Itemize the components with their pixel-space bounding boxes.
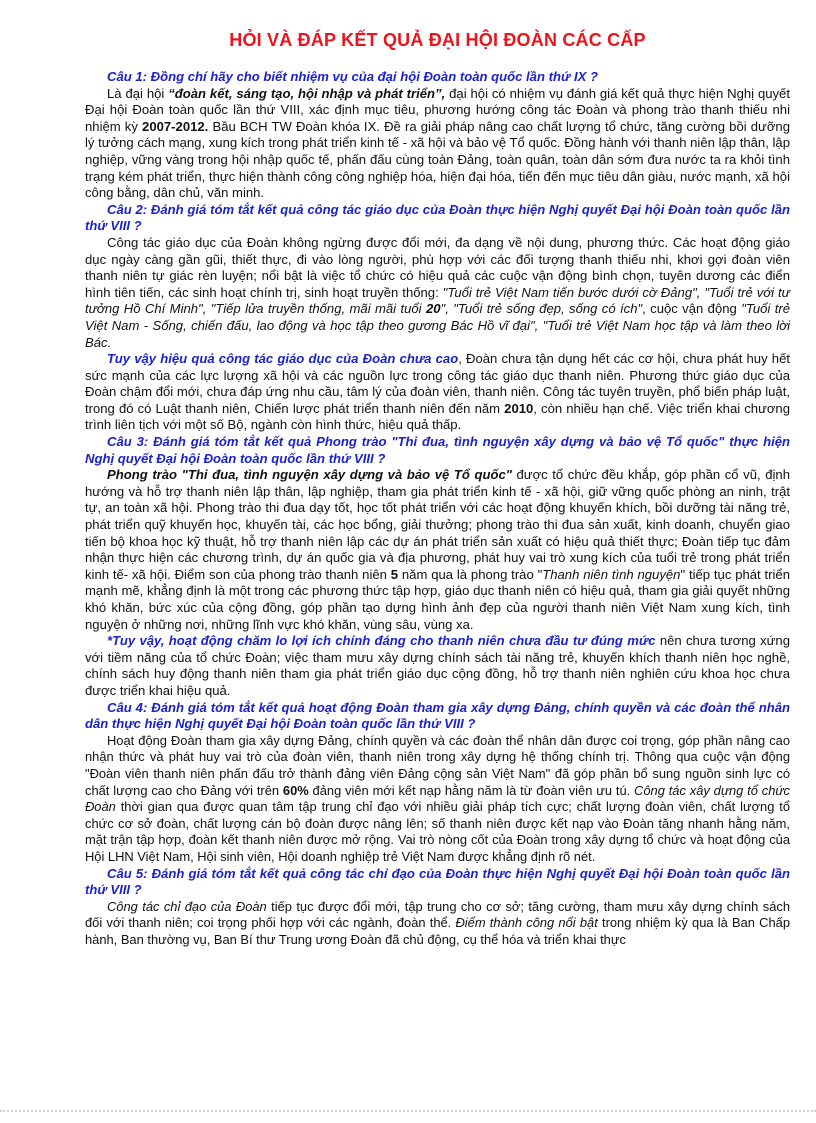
answer-4-org-building: Công tác xây dựng tổ chức Đoàn [85, 782, 790, 815]
question-2: Câu 2: Đánh giá tóm tắt kết quả công tác giáo dục của Đoàn thực hiện Nghị quyết Đại hội Đoàn toàn quốc lần thứ VIII ? [85, 201, 790, 234]
question-3: Câu 3: Đánh giá tóm tắt kết quả Phong trào "Thi đua, tình nguyện xây dựng và bảo vệ Tổ quốc" thực hiện Nghị quyết Đại hội Đoàn toàn quốc lần thứ VIII ? [85, 434, 790, 466]
document-title: HỎI VÀ ĐÁP KẾT QUẢ ĐẠI HỘI ĐOÀN CÁC CẤP [229, 30, 646, 50]
answer-1-motto: “đoàn kết, sáng tạo, hội nhập và phát triển”, [168, 85, 446, 101]
answer-3-volunteer: Thanh niên tình nguyện [542, 566, 681, 582]
answer-5 [85, 899, 790, 949]
question-5: Câu 5: Đánh giá tóm tắt kết quả công tác chỉ đạo của Đoàn thực hiện Nghị quyết Đại hội Đoàn toàn quốc lần thứ VIII ? [85, 865, 790, 898]
answer-2-paragraph-2 [85, 351, 790, 434]
answer-4-text: Hoạt động Đoàn tham gia xây dựng Đảng, chính quyền và các đoàn thể nhân dân được coi trọng, góp phần nâng cao nhận thức và phát huy vai trò của đoàn viên, thanh niên trong xây dựng hệ thống chính trị. Thông qua cuộc vận động "Đoàn viên thanh niên phấn đấu trở thành đảng viên Đảng cộng sản Việt Nam" đã góp phần bổ sung nguồn sinh lực có chất lượng cao cho Đảng với trên [85, 732, 790, 798]
answer-2-campaigns-3: "Tuổi trẻ Việt Nam - Sống, chiến đấu, lao động và học tập theo gương Bác Hồ vĩ đại", "Tuổi trẻ Việt Nam học tập và làm theo lời Bác. [85, 301, 790, 350]
answer-2-limitation-end: , còn nhiều hạn chế. Việc triển khai chương trình liên tịch với một số Bộ, ngành còn hình thức, hiệu quả thấp. [85, 400, 790, 433]
answer-3-limitation-text: nên chưa tương xứng với tiềm năng của tổ chức Đoàn; việc tham mưu xây dựng chính sách tài năng trẻ, khuyến khích thanh niên học nghề, chính sách huy động thanh niên tham gia phát triển giáo dục cộng đồng, hỗ trợ thanh niên nghiên cứu khoa học chưa được triển khai hiệu quả. [85, 633, 790, 698]
answer-1-term: 2007-2012. [142, 118, 209, 134]
answer-1 [85, 86, 790, 202]
answer-2-campaigns: "Tuổi trẻ Việt Nam tiến bước dưới cờ Đảng", "Tuổi trẻ với tư tưởng Hồ Chí Minh", "Tiếp lửa truyền thống, mãi mãi tuổi [85, 284, 790, 317]
answer-2-limitation-lead: Tuy vậy hiệu quả công tác giáo dục của Đoàn chưa cao [107, 351, 459, 367]
answer-2-year: 2010 [504, 400, 534, 416]
answer-4-percent: 60% [282, 782, 309, 798]
page-bottom-dotted-border [0, 1110, 816, 1112]
answer-3-limitation-lead: *Tuy vậy, hoạt động chăm lo lợi ích chính đáng cho thanh niên chưa đầu tư đúng mức [107, 633, 656, 649]
answer-3-text: được tổ chức đều khắp, góp phần cổ vũ, định hướng và hỗ trợ thanh niên lập thân, lập nghiệp, tham gia phát triển kinh tế - xã hội, giữ vững quốc phòng an ninh, trật tự, an toàn xã hội. Phong trào thi đua dạy tốt, học tốt phát triển với các hoạt động khuyến khích, bồi dưỡng tài năng trẻ, phát triển quỹ khuyến học, khuyến tài, các học bổng, giải thưởng; phong trào thi đua sản xuất, kinh doanh, chuyển giao tiến bộ khoa học kỹ thuật, hỗ trợ thanh niên lập các dự án phát triển sản xuất có hiệu quả thiết thực; Đoàn tiếp tục đảm nhận thực hiện các chương trình, dự án quốc gia và địa phương, phát huy vai trò xung kích của tuổi trẻ trong phát triển kinh tế- xã hội. Điểm son của phong trào thanh niên [85, 467, 790, 582]
answer-5-text-2: trong nhiệm kỳ qua là Ban Chấp hành, Ban thường vụ, Ban Bí thư Trung ương Đoàn đã chủ động, cụ thể hóa và triển khai thực [85, 915, 790, 947]
answer-3-paragraph-1 [85, 467, 790, 633]
answer-5-highlight: Điểm thành công nổi bật [455, 915, 598, 931]
answer-2-text: Công tác giáo dục của Đoàn không ngừng được đổi mới, đa dạng về nội dung, phương thức. Các hoạt động giáo dục ngày càng gần gũi, thiết thực, đi vào lòng người, phù hợp với các đối tượng thanh thiếu nhi, khơi gợi đoàn viên thanh niên tự giác rèn luyện; nổi bật là việc tổ chức có hiệu quả các cuộc vận động bình chọn, tuyên dương các điển hình tiên tiến, các sinh hoạt chính trị, sinh hoạt truyền thống: [85, 234, 790, 300]
question-4: Câu 4: Đánh giá tóm tắt kết quả hoạt động Đoàn tham gia xây dựng Đảng, chính quyền và các đoàn thể nhân dân thực hiện Nghị quyết Đại hội Đoàn toàn quốc lần thứ VIII ? [85, 699, 790, 732]
answer-2-limitation-text: , Đoàn chưa tận dụng hết các cơ hội, chưa phát huy hết sức mạnh của các lực lượng xã hội và các nguồn lực trong công tác giáo dục thanh niên. Phương thức giáo dục của Đoàn chậm đổi mới, chưa đáp ứng nhu cầu, tâm lý của đoàn viên, thanh niên. Công tác tuyên truyền, phổ biến pháp luật, trong đó có Luật thanh niên, Chiến lược phát triển thanh niên đến năm [85, 351, 790, 416]
answer-1-text-post: Bầu BCH TW Đoàn khóa IX. Đề ra giải pháp nâng cao chất lượng tổ chức, tăng cường bồi dưỡng lý tưởng cách mạng, xung kích trong phát triển kinh tế - xã hội và bảo vệ Tổ quốc. Đồng hành với thanh niên lập thân, lập nghiệp, vững vàng trong hội nhập quốc tế, phấn đấu cùng toàn Đảng, toàn quân, toàn dân sớm đưa nước ta ra khỏi tình trạng kém phát triển, thực hiện thành công công nghiệp hóa, hiện đại hóa, tiến đến mục tiêu dân giàu, nước mạnh, xã hội công bằng, dân chủ, văn minh. [85, 118, 790, 201]
answer-5-direction: Công tác chỉ đạo của Đoàn [107, 898, 267, 914]
answer-4-text-3: thời gian qua được quan tâm tập trung chỉ đạo với nhiều giải pháp tích cực; chất lượng đoàn viên, chất lượng tổ chức cơ sở đoàn, chất lượng cán bộ đoàn được nâng lên; số thanh niên được kết nạp vào Đoàn tăng nhanh hằng năm, mặt trận tập hợp, đoàn kết thanh niên được mở rộng. Vai trò nòng cốt của Đoàn trong xây dựng tổ chức và hoạt động của Hội LHN Việt Nam, Hội sinh viên, Hội doanh nghiệp trẻ Việt Nam được khẳng định rõ nét. [85, 799, 790, 864]
answer-3-text-2: năm qua là phong trào " [398, 566, 543, 582]
answer-2-campaigns-2: ", "Tuổi trẻ sống đẹp, sống có ích" [440, 301, 643, 317]
answer-2-paragraph-1 [85, 235, 790, 351]
question-1: Câu 1: Đồng chí hãy cho biết nhiệm vụ của đại hội Đoàn toàn quốc lần thứ IX ? [107, 69, 598, 84]
answer-4 [85, 733, 790, 866]
document-page [85, 30, 790, 948]
answer-1-text: Là đại hội [107, 85, 169, 101]
answer-3-text-3: " tiếp tục phát triển mạnh mẽ, khẳng định là một trong các phương thức tập hợp, giáo dục thanh niên có hiệu quả, tham gia giải quyết những khó khăn, bức xúc của cộng đồng, góp phần tạo dựng hình ảnh đẹp của người thanh niên Việt Nam xung kích, tình nguyện ở những nơi, những lĩnh vực khó khăn, vùng sâu, vùng xa. [85, 566, 790, 632]
answer-5-text: tiếp tục được đổi mới, tập trung cho cơ sở; tăng cường, tham mưu xây dựng chính sách đối với thanh niên; coi trọng phối hợp với các ngành, đoàn thể. [85, 898, 790, 931]
answer-3-paragraph-2 [85, 633, 790, 699]
answer-2-number-20: 20 [425, 301, 441, 317]
answer-1-text-mid: đại hội có nhiệm vụ đánh giá kết quả thực hiện Nghị quyết Đại hội Đoàn toàn quốc lần thứ VIII, xác định mục tiêu, phương hướng công tác Đoàn và phong trào thanh thiếu nhi nhiệm kỳ [85, 85, 790, 134]
answer-3-movement-name: Phong trào "Thi đua, tình nguyện xây dựng và bảo vệ Tổ quốc" [107, 467, 512, 483]
answer-2-text-mid: , cuộc vận động [642, 301, 742, 317]
answer-3-five: 5 [390, 566, 399, 582]
answer-4-text-2: đảng viên mới kết nạp hằng năm là từ đoàn viên ưu tú. [308, 782, 635, 798]
